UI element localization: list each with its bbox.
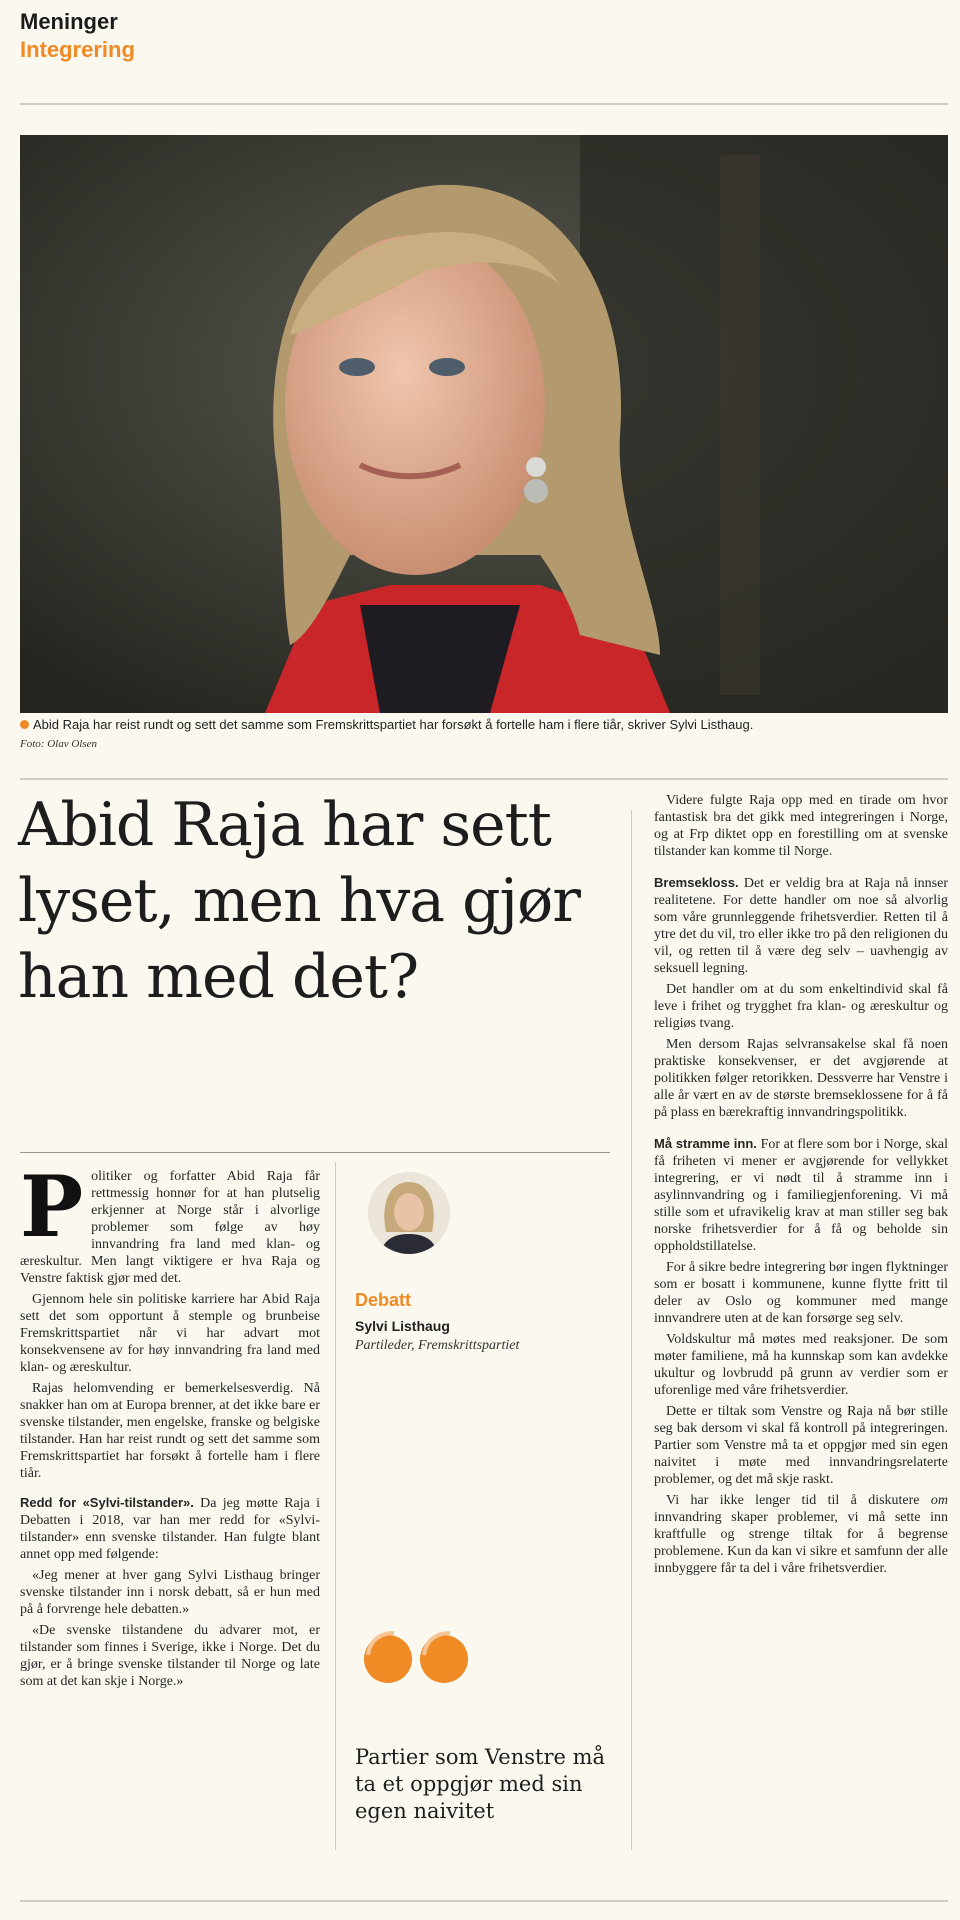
paragraph-text: olitiker og forfatter Abid Raja får rettmessig honnør for at han plutselig erkjenner at Norge står i alvorlige problemer som følge av høy innvandring fra land med klan- og æreskultur. Men langt viktigere er hva Raja og Venstre faktisk gjør med det. bbox=[20, 1169, 320, 1286]
category-tag[interactable]: Debatt bbox=[355, 1290, 412, 1310]
paragraph: «Jeg mener at hver gang Sylvi Listhaug bringer svenske tilstander inn i norsk debatt, så er hun med på å forvrenge hele debatten.» bbox=[20, 1568, 320, 1617]
pull-quote: Partier som Venstre må ta et oppgjør med sin egen naivitet bbox=[355, 1745, 606, 1823]
column-divider bbox=[335, 1162, 336, 1850]
emphasis: om bbox=[930, 1493, 948, 1508]
divider bbox=[20, 1152, 610, 1153]
article-column-1 bbox=[20, 1157, 321, 1694]
divider bbox=[20, 103, 948, 105]
author-role: Partileder, Fremskrittspartiet bbox=[355, 1338, 520, 1353]
paragraph bbox=[654, 874, 948, 977]
author-name[interactable]: Sylvi Listhaug bbox=[355, 1318, 450, 1334]
caption-bullet-icon bbox=[20, 720, 29, 729]
quote-icon bbox=[360, 1625, 470, 1685]
paragraph bbox=[654, 1492, 948, 1577]
article-headline: Abid Raja har sett lyset, men hva gjør han med det? bbox=[18, 790, 580, 1012]
paragraph-text: For at flere som bor i Norge, skal få friheten vi mener er avgjørende for vellykket integrering, er vi nødt til å stramme inn i asylinnvandring og i familiegjenforening. Vi må stille som et ufravikelig krav at man stiller seg bak norske frihetsverdier for å få og beholde sin oppholdstillatelse. bbox=[654, 1137, 949, 1254]
paragraph-text: innvandring skaper problemer, vi må sette inn kraftfulle og strenge tiltak for å begrense problemene. Kun da kan vi sikre et samfunn der alle innbyggere får ta del i våre frihetsverdier. bbox=[654, 1510, 948, 1576]
author-avatar bbox=[368, 1172, 450, 1254]
paragraph bbox=[654, 1135, 948, 1255]
paragraph: Voldskultur må møtes med reaksjoner. De som møter familiene, må ha kunnskap som kan avdekke ukultur og lovbrudd på grunn av verdier som er uforenlige med våre frihetsverdier. bbox=[654, 1332, 948, 1398]
photo-caption bbox=[20, 717, 948, 732]
paragraph: Rajas helomvending er bemerkelsesverdig. Nå snakker han om at Europa brenner, at det ikke bare er svenske tilstander, men engelske, franske og belgiske tilstander. Han har reist rundt og sett det samme som Fremskrittspartiet har forsøkt å fortelle ham i flere tiår. bbox=[20, 1381, 320, 1481]
section-header bbox=[20, 8, 135, 64]
column-divider bbox=[631, 810, 632, 1850]
article-column-3 bbox=[654, 792, 948, 1581]
paragraph: Det handler om at du som enkeltindivid skal få leve i frihet og trygghet fra klan- og æreskultur og religiøs tvang. bbox=[654, 982, 948, 1031]
article-photo bbox=[20, 135, 948, 713]
paragraph: Videre fulgte Raja opp med en tirade om hvor fantastisk bra det gikk med integreringen i Norge, og at Frp diktet opp en forestilling om at svenske tilstander kan komme til Norge. bbox=[654, 793, 948, 859]
subheading: Må stramme inn. bbox=[654, 1136, 757, 1151]
divider bbox=[20, 1900, 948, 1902]
drop-cap: P bbox=[20, 1157, 84, 1256]
caption-text: Abid Raja har reist rundt og sett det samme som Fremskrittspartiet har forsøkt å fortelle ham i flere tiår, skriver Sylvi Listhaug. bbox=[33, 717, 754, 732]
subheading: Bremsekloss. bbox=[654, 875, 739, 890]
paragraph: Gjennom hele sin politiske karriere har Abid Raja sett det som opportunt å stemple og brunbeise Fremskrittspartiet når vi har advart mot konsekvensene av for høy innvandring fra land med klan- og æreskultur. bbox=[20, 1292, 320, 1375]
photo-credit: Foto: Olav Olsen bbox=[20, 738, 97, 750]
paragraph-text: Da jeg møtte Raja i Debatten i 2018, var han mer redd for «Sylvi-tilstander» enn svenske tilstander. Han fulgte blant annet opp med følgende: bbox=[20, 1496, 321, 1562]
paragraph-text: Det er veldig bra at Raja nå innser realitetene. For dette handler om noe så alvorlig som våre grunnleggende frihetsverdier. Retten til å ytre det du vil, tro eller ikke tro på den religionen du vil, og retten til å være deg selv – uavhengig av seksuell legning. bbox=[654, 876, 949, 976]
paragraph: Men dersom Rajas selvransakelse skal få noen praktiske konsekvenser, er det avgjørende at politikken følger retorikken. Dessverre har Venstre i alle år vært en av de største bremseklossene for å få på plass en bærekraftig innvandringspolitikk. bbox=[654, 1037, 948, 1120]
section-title[interactable]: Meninger bbox=[20, 9, 118, 34]
paragraph: «De svenske tilstandene du advarer mot, er tilstander som finnes i Sverige, ikke i Norge. Det du gjør, er å bringe svenske tilstander til Norge og late som at det kan skje i Norge.» bbox=[20, 1623, 320, 1689]
paragraph bbox=[20, 1157, 320, 1287]
paragraph-text: Vi har ikke lenger tid til å diskutere bbox=[666, 1493, 931, 1508]
paragraph: For å sikre bedre integrering bør ingen flyktninger som er bosatt i kommunene, kunne flytte fritt til deler av Oslo og kommuner med mange innvandrere uten at de kan forsørge seg selv. bbox=[654, 1260, 948, 1326]
paragraph bbox=[20, 1494, 320, 1563]
paragraph: Dette er tiltak som Venstre og Raja nå bør stille seg bak dersom vi skal få kontroll på integreringen. Partier som Venstre må ta et oppgjør med sin egen naivitet i møte med innvandringsrelaterte problemer, og det må skje raskt. bbox=[654, 1404, 948, 1487]
divider bbox=[20, 778, 948, 780]
section-subtitle[interactable]: Integrering bbox=[20, 37, 135, 62]
subheading: Redd for «Sylvi-tilstander». bbox=[20, 1495, 194, 1510]
